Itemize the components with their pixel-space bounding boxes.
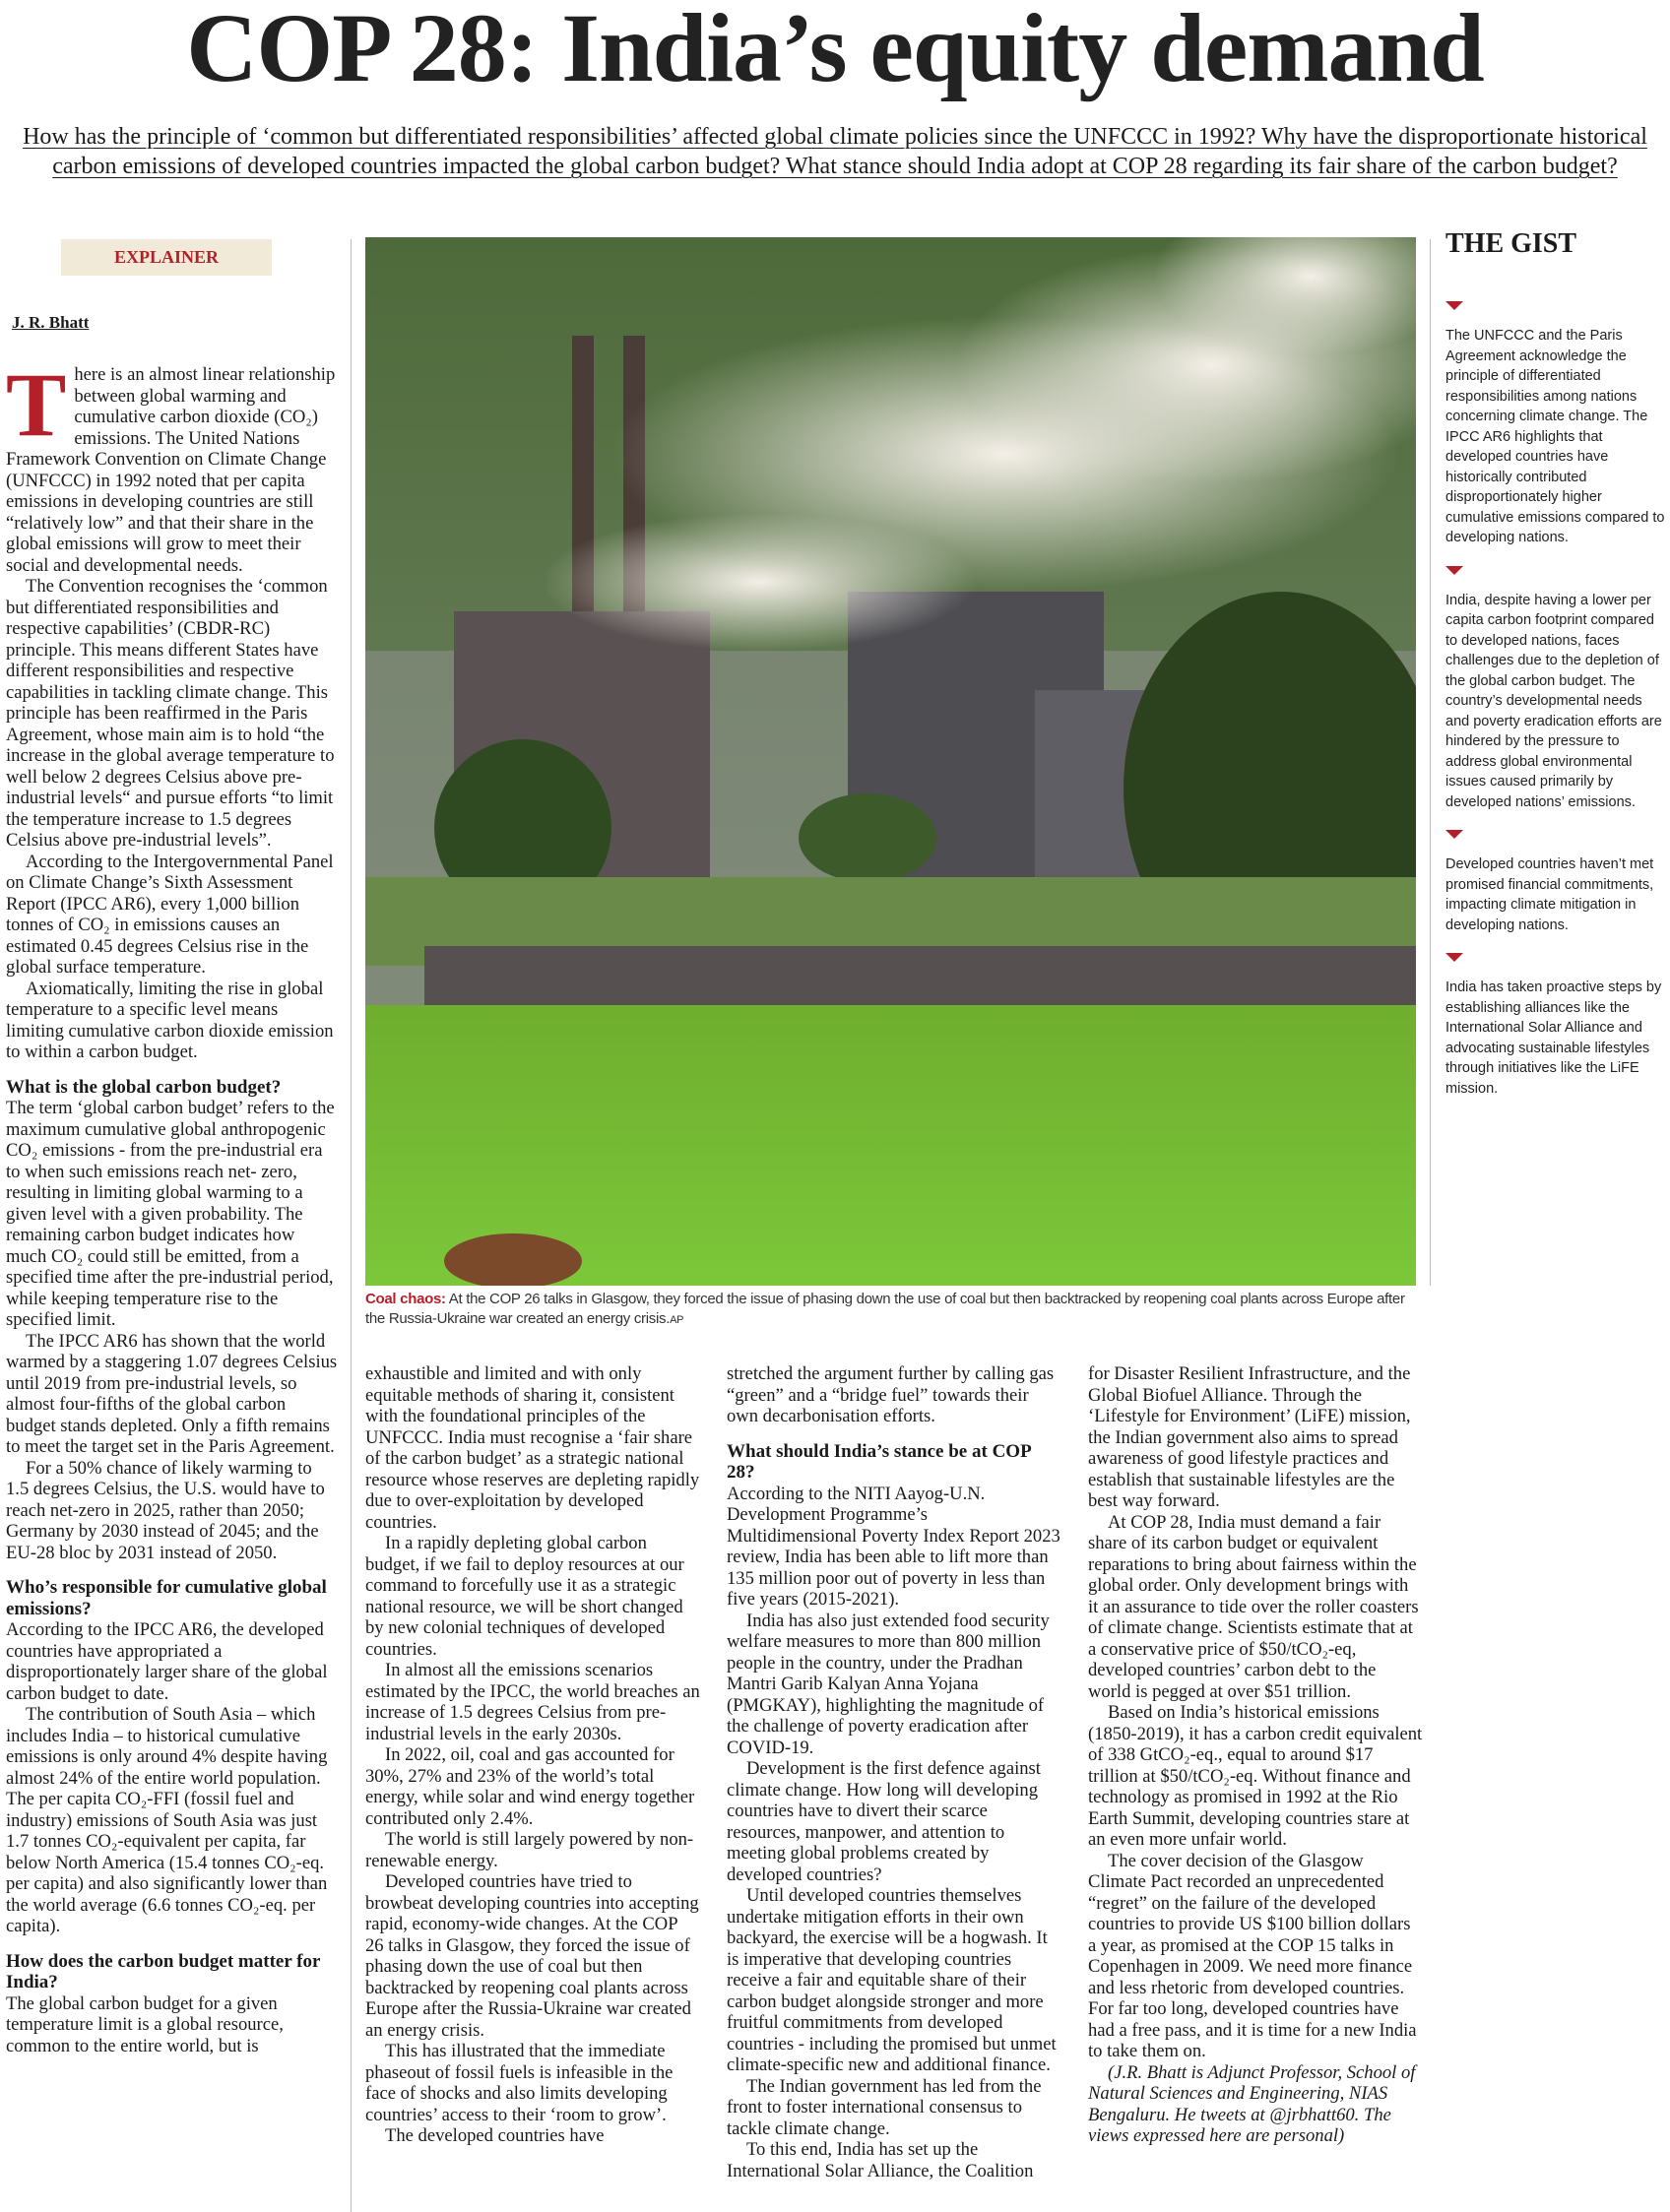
body-paragraph: stretched the argument further by calling gas “green” and a “bridge fuel” towards their own decarbonisation efforts. [727,1363,1055,1426]
body-paragraph: Based on India’s historical emissions (1850-2019), it has a carbon credit equivalent of 338 GtCO₂-eq., equal to around $17 trillion at $50/tCO₂-eq. Without finance and technology as promised in 1992 at the Rio Earth Summit, developing countries stare at an even more unfair world. [1088,1702,1423,1850]
gist-item: India has taken proactive steps by establishing alliances like the International Solar Alliance and advocating sustainable lifestyles through initiatives like the LiFE mission. [1445,980,1662,1097]
standfirst-text: How has the principle of ‘common but differentiated responsibilities’ affected global climate policies since the UNFCCC in 1992? Why have the disproportionate historical carbon emissions of developed countries impacted the global carbon budget? What stance should India adopt at COP 28 regarding its fair share of the carbon budget? [23,124,1647,179]
gist-item: The UNFCCC and the Paris Agreement acknowledge the principle of differentiated responsibilities among nations concerning climate change. The IPCC AR6 highlights that developed countries have historically contributed disproportionately higher cumulative emissions compared to developing nations. [1445,328,1665,545]
explainer-tag: EXPLAINER [61,239,272,276]
gist-title: THE GIST [1445,228,1577,259]
article-photo [365,237,1416,1286]
body-paragraph: The Indian government has led from the front to foster international consensus to tackle climate change. [727,2075,1042,2139]
body-paragraph: At COP 28, India must demand a fair share of its carbon budget or equivalent reparations to bring about fairness within the global order. Only development brings with it an assurance to tide over the roller coasters of climate change. Scientists estimate that at a conservative price of $50/tCO₂-eq, developed countries’ carbon debt to the world is pegged at over $51 trillion. [1088,1511,1419,1702]
coal-plant-photo [365,237,1416,1286]
article-column-4 [1088,1363,1423,2147]
gist-divider [1430,239,1431,1286]
gist-list [1445,295,1667,1116]
photo-credit: AP [670,1314,684,1326]
body-paragraph: The cover decision of the Glasgow Climate Pact recorded an unprecedented “regret” on the failure of the developed countries to provide US $100 billion dollars a year, as promised at the COP 15 talks in Copenhagen in 2009. We need more finance and less rhetoric from developed countries. For far too long, developed countries have had a free pass, and it is time for a new India to take them on. [1088,1850,1417,2061]
body-paragraph: In 2022, oil, coal and gas accounted for 30%, 27% and 23% of the world’s total energy, while solar and wind energy together contributed only 2.4%. [365,1744,695,1829]
caption-text: At the COP 26 talks in Glasgow, they forced the issue of phasing down the use of coal but then backtracked by reopening coal plants across Europe after the Russia-Ukraine war created an energy crisis. [365,1291,1405,1327]
body-paragraph: The developed countries have [385,2125,605,2146]
triangle-bullet-icon [1445,953,1463,962]
body-paragraph: Until developed countries themselves undertake mitigation efforts in their own backyard, the exercise will be a hogwash. It is imperative that developing countries receive a fair and equitable share of their carbon budget alongside stronger and more fruitful commitments from developed countries - including the promised but unmet climate-specific new and additional finance. [727,1885,1057,2075]
triangle-bullet-icon [1445,301,1463,310]
drop-cap: T [6,354,67,455]
article-column-1 [6,354,339,2056]
body-paragraph: for Disaster Resilient Infrastructure, and the Global Biofuel Alliance. Through the ‘Lifestyle for Environment’ (LiFE) mission, the Indian government also aims to spread awareness of good lifestyle practices and establish that sustainable lifestyles are the best way forward. [1088,1363,1411,1511]
body-paragraph: According to the Intergovernmental Panel on Climate Change’s Sixth Assessment Report (IPCC AR6), every 1,000 billion tonnes of CO₂ in emissions causes an estimated 0.45 degrees Celsius rise in the global surface temperature. [6,851,334,978]
triangle-bullet-icon [1445,566,1463,575]
article-column-2 [365,1363,700,2147]
section-heading: Who’s responsible for cumulative global emissions? [6,1577,327,1619]
triangle-bullet-icon [1445,830,1463,839]
section-heading: What is the global carbon budget? [6,1076,282,1098]
photo-caption [365,1290,1419,1330]
body-paragraph: This has illustrated that the immediate phaseout of fossil fuels is infeasible in the face of shocks and also limits developing countries’ access to their ‘room to grow’. [365,2041,674,2125]
standfirst [20,122,1650,181]
body-paragraph: The world is still largely powered by non-renewable energy. [365,1829,694,1871]
section-heading: How does the carbon budget matter for India? [6,1950,321,1992]
headline: COP 28: India’s equity demand [186,0,1484,102]
body-paragraph: According to the NITI Aayog-U.N. Development Programme’s Multidimensional Poverty Index Report 2023 review, India has been able to lift more than 135 million poor out of poverty in less than five years (2015-2021). [727,1483,1060,1610]
body-paragraph: The term ‘global carbon budget’ refers to the maximum cumulative global anthropogenic CO₂ emissions - from the pre-industrial era to when such emissions reach net- zero, resulting in limiting global warming to a given level with a given probability. The remaining carbon budget indicates how much CO₂ could still be emitted, from a specified time after the pre-industrial period, while keeping temperature rise to the specified limit. [6,1098,335,1330]
author-note: (J.R. Bhatt is Adjunct Professor, School of Natural Sciences and Engineering, NIAS Bengaluru. He tweets at @jrbhatt60. The views expressed here are personal) [1088,2061,1416,2146]
body-paragraph: Developed countries have tried to browbeat developing countries into accepting rapid, economy-wide changes. At the COP 26 talks in Glasgow, they forced the issue of phasing down the use of coal but then backtracked by reopening coal plants across Europe after the Russia-Ukraine war created an energy crisis. [365,1871,699,2041]
body-paragraph: exhaustible and limited and with only equitable methods of sharing it, consistent with the foundational principles of the UNFCCC. India must recognise a ‘fair share of the carbon budget’ as a strategic national resource whose reserves are depleting rapidly due to over-exploitation by developed countries. [365,1363,700,1533]
gist-item: Developed countries haven’t met promised financial commitments, impacting climate mitigation in developing nations. [1445,856,1654,933]
body-paragraph: The Convention recognises the ‘common but differentiated responsibilities and respective capabilities’ (CBDR-RC) principle. This means different States have different responsibilities and respective capabilities in tackling climate change. This principle has been reaffirmed in the Paris Agreement, whose main aim is to hold “the increase in the global average temperature to well below 2 degrees Celsius above pre-industrial levels“ and pursue efforts “to limit the temperature increase to 1.5 degrees Celsius above pre-industrial levels”. [6,576,335,851]
body-paragraph: In a rapidly depleting global carbon budget, if we fail to deploy resources at our command to forcefully use it as a strategic national resource, we will be short changed by new colonial techniques of developed countries. [365,1533,684,1660]
body-paragraph: Axiomatically, limiting the rise in global temperature to a specific level means limiting cumulative carbon dioxide emission to within a carbon budget. [6,978,334,1062]
caption-label: Coal chaos: [365,1291,446,1307]
body-paragraph: According to the IPCC AR6, the developed countries have appropriated a disproportionately larger share of the global carbon budget to date. [6,1619,328,1704]
body-paragraph: The IPCC AR6 has shown that the world warmed by a staggering 1.07 degrees Celsius until 2019 from pre-industrial levels, so almost four-fifths of the global carbon budget stands depleted. Only a fifth remains to meet the target set in the Paris Agreement. [6,1330,338,1457]
body-paragraph: In almost all the emissions scenarios estimated by the IPCC, the world breaches an increase of 1.5 degrees Celsius from pre-industrial levels in the early 2030s. [365,1660,700,1744]
body-paragraph: The contribution of South Asia – which includes India – to historical cumulative emissions is only around 4% despite having almost 24% of the entire world population. The per capita CO₂-FFI (fossil fuel and industry) emissions of South Asia was just 1.7 tonnes CO₂-equivalent per capita, far below North America (15.4 tonnes CO₂-eq. per capita) and also significantly lower than the world average (6.6 tonnes CO₂-eq. per capita). [6,1704,328,1936]
body-paragraph: India has also just extended food security welfare measures to more than 800 million people in the country, under the Pradhan Mantri Garib Kalyan Anna Yojana (PMGKAY), highlighting the magnitude of the challenge of poverty eradication after COVID-19. [727,1610,1050,1758]
article-column-3 [727,1363,1061,2181]
column-divider [351,239,352,2212]
gist-item: India, despite having a lower per capita carbon footprint compared to developed nations, faces challenges due to the depletion of the global carbon budget. The country’s developmental needs and poverty eradication efforts are hindered by the pressure to address global environmental issues caused primarily by developed nations’ emissions. [1445,592,1662,810]
byline[interactable]: J. R. Bhatt [12,313,90,332]
body-paragraph: The global carbon budget for a given temperature limit is a global resource, common to the entire world, but is [6,1992,284,2056]
body-paragraph: Development is the first defence against climate change. How long will developing countries have to divert their scarce resources, manpower, and attention to meeting global problems created by developed countries? [727,1758,1041,1885]
section-heading: What should India’s stance be at COP 28? [727,1440,1031,1483]
body-paragraph: For a 50% chance of likely warming to 1.5 degrees Celsius, the U.S. would have to reach net-zero in 2025, rather than 2050; Germany by 2030 instead of 2045; and the EU-28 bloc by 2031 instead of 2050. [6,1457,325,1563]
body-paragraph: To this end, India has set up the International Solar Alliance, the Coalition [727,2139,1034,2181]
body-paragraph: here is an almost linear relationship between global warming and cumulative carbon dioxide (CO₂) emissions. The United Nations Framework Convention on Climate Change (UNFCCC) in 1992 noted that per capita emissions in developing countries are still “relatively low” and that their share in the global emissions will grow to meet their social and developmental needs. [6,364,336,576]
